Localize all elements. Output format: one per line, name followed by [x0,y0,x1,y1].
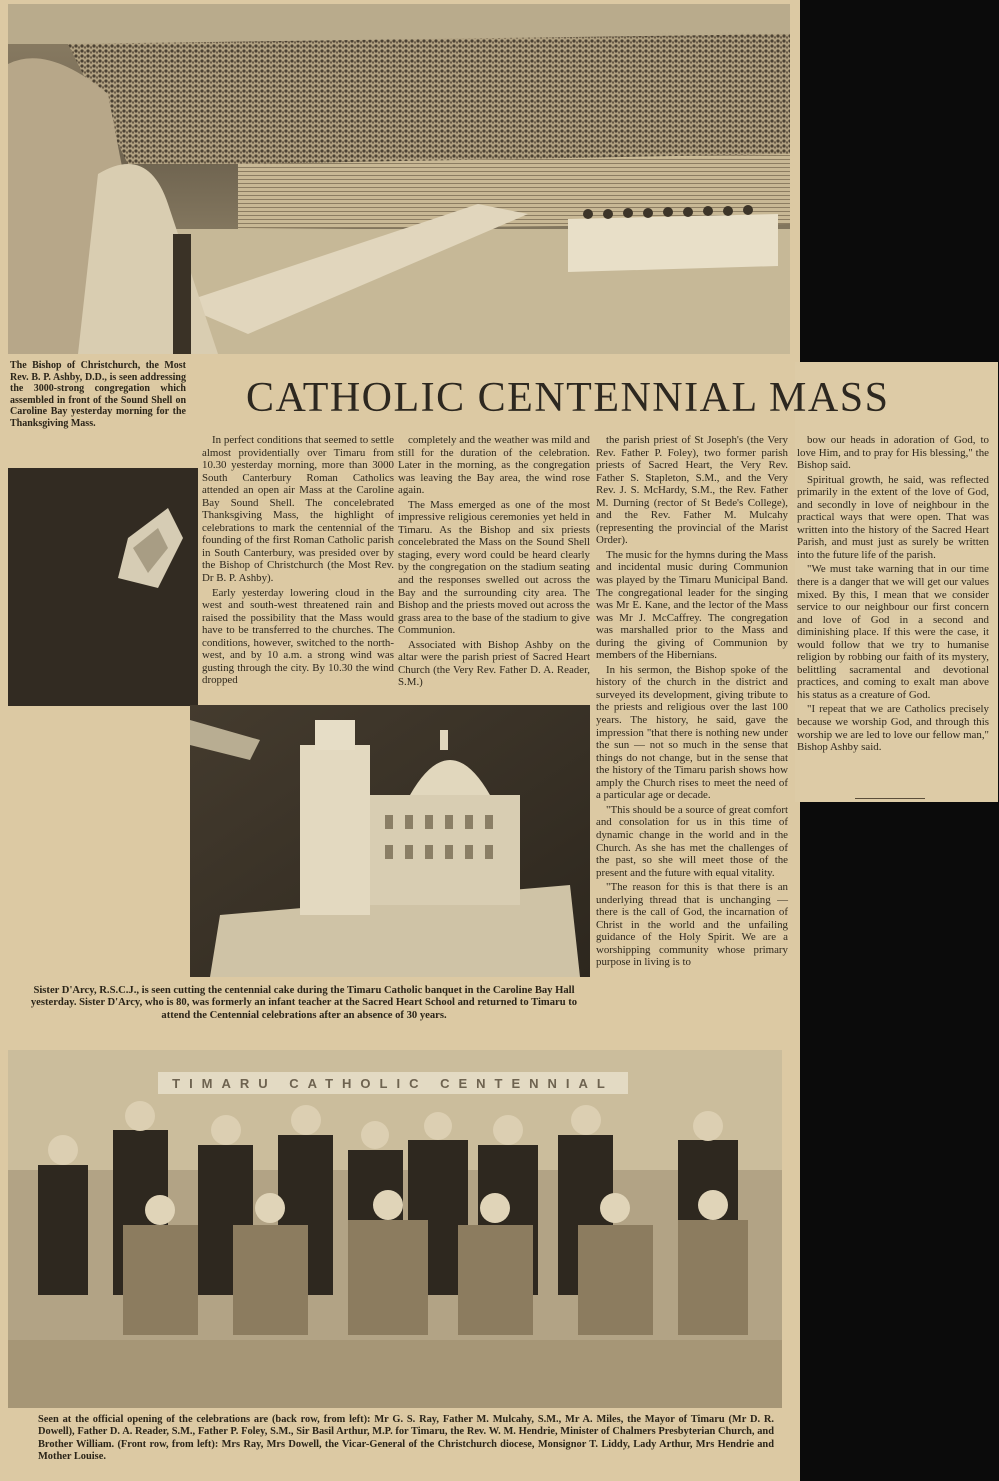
article-column-3 [596,434,788,971]
article-paragraph: the parish priest of St Joseph's (the Very Rev. Father P. Foley), two former parish priests of Sacred Heart, the Very Rev. Father S. Stapleton, S.M., and the Very Rev. J. S. McHardy, S.M., the Rev. Father M. Durning (rector of St Bede's College), and the Rev. Father M. Mulcahy (representing the provincial of the Marist Order). [596,434,788,547]
article-paragraph: Early yesterday lowering cloud in the west and south-west threatened rain and raised the possibility that the Mass would have to be transferred to the churches. The conditions, however, switched to the north-west, and by 10 a.m. a strong wind was gusting through the city. By 10.30 the wind dropped [202,586,394,687]
centennial-banner: TIMARU CATHOLIC CENTENNIAL [172,1076,614,1091]
page-title: CATHOLIC CENTENNIAL MASS [246,375,890,421]
article-paragraph: "The reason for this is that there is an underlying thread that is unchanging — there is the call of God, the incarnation of Christ in the world and the unfailing guidance of the Holy Spirit. We are a worshipping community whose primary purpose in living is to [596,881,788,969]
article-paragraph: Spiritual growth, he said, was reflected primarily in the extent of the love of God, and secondly in love of neighbour in the practical ways that were open. That was written into the history of the Sacred Heart Parish, and must just as surely be written into the future life of the parish. [797,473,989,561]
article-paragraph: completely and the weather was mild and still for the duration of the celebration. Later in the morning, as the congregation was leaving the Bay area, the wind rose again. [398,434,590,497]
article-column-4 [797,434,989,756]
article-paragraph: "We must take warning that in our time there is a danger that we will get our values mixed. By this, I mean that we consider service to our neighbour our first concern and love of God in a second and diminishing place. If this were the case, it would follow that we try to humanise religion by robbing our faith of its mystery, belittling sacramental and devotional practices, and coming to exalt man above his status as a creature of God. [797,563,989,701]
group-photo-caption: Seen at the official opening of the celebrations are (back row, from left): Mr G. S. Ray, Father M. Mulcahy, S.M., Mr A. Miles, the Mayor of Timaru (Mr D. R. Dowell), Father D. A. Reader, S.M., Father P. Foley, S.M., Sir Basil Arthur, M.P. for Timaru, the Rev. W. M. Hendrie, Minister of Chalmers Presbyterian Church, and Brother William. (Front row, from left): Mrs Ray, Mrs Dowell, the Vicar-General of the Christchurch diocese, Monsignor T. Liddy, Lady Arthur, Mrs Hendrie and Mother Louise. [38,1414,774,1463]
article-paragraph: bow our heads in adoration of God, to love Him, and to pray for His blessing," the Bishop said. [797,434,989,472]
photo-official-group [8,1050,782,1408]
article-paragraph: In his sermon, the Bishop spoke of the history of the church in the district and surveyed its development, giving tribute to the priests and religious over the last 100 years. The history, he said, gave the impression "that there is nothing new under the sun — not so much in the sense that things do not change, but in the sense that the history of the Timaru parish shows how amply the Church rises to meet the need of a particular age or decade. [596,663,788,802]
photo-cake-knife [8,468,198,706]
article-paragraph: The music for the hymns during the Mass and incidental music during Communion was played by the Timaru Municipal Band. The congregational leader for the singing was Mr E. Kane, and the lector of the Mass was Mr J. McCaffrey. The congregation was marshalled prior to the Mass and during the giving of Communion by members of the Hibernians. [596,548,788,662]
cake-photo-caption: Sister D'Arcy, R.S.C.J., is seen cutting the centennial cake during the Timaru Catholic banquet in the Caroline Bay Hall yesterday. Sister D'Arcy, who is 80, was formerly an infant teacher at the Sacred Heart School and returned to Timaru to attend the Centennial celebrations after an absence of 30 years. [30,985,578,1021]
end-rule [855,798,925,799]
article-paragraph: "I repeat that we are Catholics precisely because we worship God, and through this worship we are led to love our fellow man," Bishop Ashby said. [797,703,989,754]
article-column-2 [398,434,590,691]
article-column-1 [202,434,394,689]
photo-centennial-cake [190,705,590,977]
article-paragraph: The Mass emerged as one of the most impressive religious ceremonies yet held in Timaru. As the Bishop and six priests concelebrated the Mass on the Sound Shell staging, every word could be heard clearly by the congregation on the stadium seating and the responses swelled out across the Bay and the surrounding city area. The Bishop and the priests moved out across the grass area to the base of the stadium to give Communion. [398,498,590,637]
article-paragraph: Associated with Bishop Ashby on the altar were the parish priest of Sacred Heart Church (the Very Rev. Father D. A. Reader, S.M.) [398,638,590,689]
photo-sound-shell-mass [8,4,790,354]
top-photo-caption: The Bishop of Christchurch, the Most Rev. B. P. Ashby, D.D., is seen addressing the 3000-strong congregation which assembled in front of the Sound Shell on Caroline Bay yesterday morning for the Thanksgiving Mass. [10,360,186,429]
article-paragraph: In perfect conditions that seemed to settle almost providentially over Timaru from 10.30 yesterday morning, more than 3000 South Canterbury Roman Catholics attended an open air Mass at the Caroline Bay Sound Shell. The concelebrated Thanksgiving Mass, the highlight of celebrations to mark the centennial of the founding of the first Roman Catholic parish in South Canterbury, was presided over by the Bishop of Christchurch (the Most Rev. Dr B. P. Ashby). [202,434,394,585]
article-paragraph: "This should be a source of great comfort and consolation for us in this time of dynamic change in the world and in the Church. As she has met the challenges of the past, so she will meet those of the present and the future with equal vitality. [596,803,788,879]
